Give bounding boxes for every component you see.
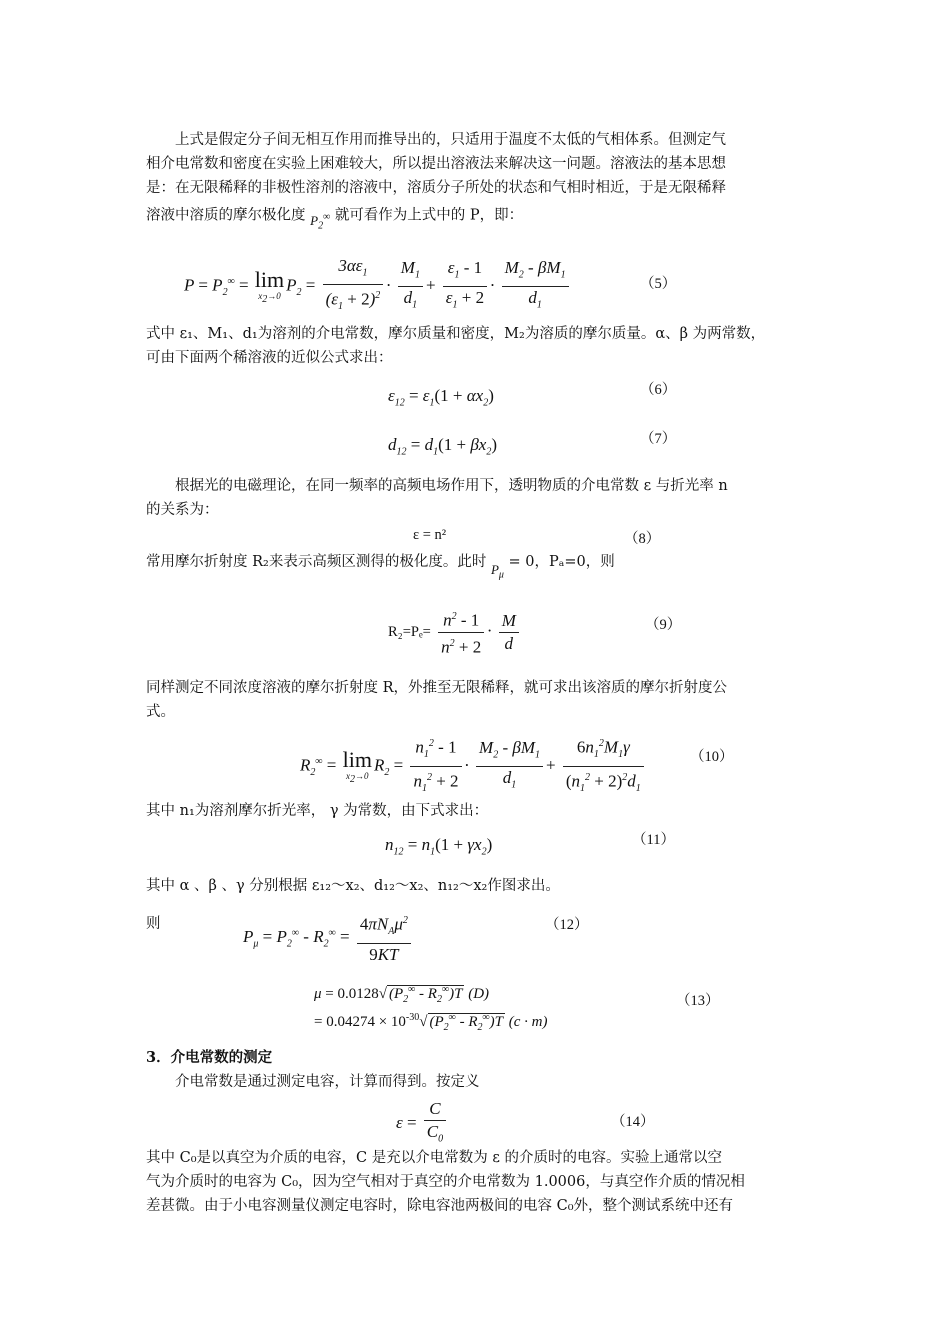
paragraph-line: 式。 (146, 704, 175, 720)
paragraph-line: 其中 C₀是以真空为介质的电容，C 是充以介电常数为 ε 的介质时的电容。实验上通常以空 (146, 1150, 722, 1166)
paragraph-line: 介电常数是通过测定电容，计算而得到。按定义 (175, 1074, 480, 1090)
equation-number: （7） (640, 431, 677, 447)
paragraph-line: 根据光的电磁理论，在同一频率的高频电场作用下，透明物质的介电常数 ε 与折光率 n (175, 478, 728, 494)
equation-13-line1: μ = 0.0128√ $(P_2^\infty - R_2^\infty)T$ (D) (314, 984, 490, 1005)
paragraph-line: 上式是假定分子间无相互作用而推导出的，只适用于温度不太低的气相体系。但测定气 (175, 132, 726, 148)
inline-formula-P2inf: $P_2^\infty$ (310, 212, 331, 232)
equation-8: ε = n² (413, 527, 447, 543)
equation-13-line2: = $0.04274 \times 10^{-30}√$ $(P_2^\infty - R_2^\infty)T$ (c · m) (314, 1012, 548, 1033)
equation-number: （11） (632, 832, 675, 848)
equation-5: $P = P_2^\infty$ = lim $x_2\to 0$ $P_2$ = $\frac{3\alpha\varepsilon_1}{(\varepsilon_1 + 2)^2}$ · $\frac{M_1}{d_1}$ + $\frac{\varepsilon_1 - 1}{\varepsilon_1 + 2}$ · $\frac{M_2 - \beta M_1}{d_1}$ (184, 255, 572, 318)
equation-number: （14） (611, 1114, 655, 1130)
equation-number: （8） (624, 531, 661, 547)
paragraph-line: 差甚微。由于小电容测量仪测定电容时，除电容池两极间的电容 C₀外，整个测试系统中还有 (146, 1198, 734, 1214)
paragraph-line: 相介电常数和密度在实验上困难较大，所以提出溶液法来解决这一问题。溶液法的基本思想 (146, 156, 726, 172)
equation-9: R₂=Pₑ= $\frac{n^2 - 1}{n^2 + 2}$ · $\frac{M}{d}$ (388, 606, 522, 658)
paragraph-line: 则 (146, 916, 161, 932)
paragraph-text: 就可看作为上式中的 P，即： (334, 207, 524, 224)
equation-6: $\varepsilon_{12} = \varepsilon_1(1 + \alpha x_2)$ (388, 386, 494, 409)
equation-number: （12） (545, 917, 589, 933)
equation-7: $d_{12} = d_1(1 + \beta x_2)$ (388, 435, 498, 458)
equation-number: （6） (640, 382, 677, 398)
equation-number: （13） (676, 993, 720, 1009)
equation-11: $n_{12} = n_1(1 + \gamma x_2)$ (385, 835, 493, 858)
section-heading: 3．介电常数的测定 (146, 1049, 273, 1066)
equation-number: （9） (645, 617, 682, 633)
equation-12: $P_\mu = P_2^\infty - R_2^\infty$ = $\frac{4\pi N_A\mu^2}{9KT}$ (243, 910, 414, 966)
equation-10: $R_2^\infty$ = lim $x_2\to 0$ $R_2$ = $\frac{n_1^2 - 1}{n_1^2 + 2}$ · $\frac{M_2 - \beta M_1}{d_1}$ + $\frac{6n_1^2M_1\gamma}{(n_1^2 + 2)^2d_1}$ (300, 733, 647, 800)
equation-9-lhs: R₂=Pₑ= (388, 624, 431, 641)
paragraph-line: 的关系为： (146, 502, 219, 518)
equation-14: ε = $\frac{C}{C_0}$ (396, 1098, 449, 1150)
paragraph-line: 气为介质时的电容为 C₀，因为空气相对于真空的介电常数为 1.0006，与真空作介质的情况相 (146, 1174, 745, 1190)
paragraph-text: 常用摩尔折射度 R₂来表示高频区测得的极化度。此时 (146, 554, 487, 570)
paragraph-line: 同样测定不同浓度溶液的摩尔折射度 R，外推至无限稀释，就可求出该溶质的摩尔折射度公 (146, 680, 728, 696)
paragraph-text: = 0，Pₐ=0，则 (508, 554, 615, 570)
equation-number: （5） (640, 276, 677, 292)
inline-formula-Pmu: $P_\mu$ (490, 562, 504, 581)
paragraph-line: 式中 ε₁、M₁、d₁为溶剂的介电常数，摩尔质量和密度，M₂为溶质的摩尔质量。α、β 为两常数， (146, 326, 766, 342)
equation-number: （10） (690, 749, 734, 765)
paragraph-line (146, 550, 816, 580)
paragraph-line: 其中 n₁为溶剂摩尔折光率， γ 为常数，由下式求出： (146, 803, 489, 819)
paragraph-line: 可由下面两个稀溶液的近似公式求出： (146, 350, 393, 366)
paragraph-line: 是：在无限稀释的非极性溶剂的溶液中，溶质分子所处的状态和气相时相近，于是无限稀释 (146, 180, 726, 196)
paragraph-line: 其中 α 、β 、γ 分别根据 ε₁₂～x₂、d₁₂～x₂、n₁₂～x₂作图求出。 (146, 878, 560, 894)
paragraph-text: 溶液中溶质的摩尔极化度 (146, 207, 306, 224)
paragraph-line (146, 200, 816, 233)
